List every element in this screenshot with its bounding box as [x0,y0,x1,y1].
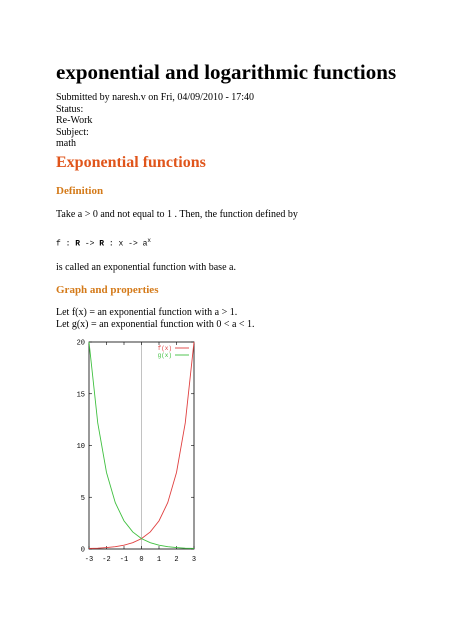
formula-arrow: -> [84,239,95,249]
x-tick-label: 0 [139,556,144,564]
formula-exponent: x [147,237,152,244]
page-title: exponential and logarithmic functions [56,60,397,84]
formula-x: x [118,239,124,249]
submitted-by: Submitted by naresh.v on Fri, 04/09/2010 - 17:40 [56,92,255,103]
formula-colon: : [65,239,71,249]
legend-label-g: g(x) [157,352,172,359]
submission-meta [56,92,254,150]
y-tick-label: 5 [80,494,85,503]
let-g-text: Let g(x) = an exponential function with 0 < a < 1. [56,319,255,330]
graph-heading: Graph and properties [56,284,159,296]
section-heading: Exponential functions [56,154,206,171]
x-tick-label: 1 [156,556,162,564]
x-tick-label: -2 [102,556,111,564]
exponential-chart [60,330,205,575]
y-tick-label: 15 [76,391,85,400]
formula-arrow-2: -> [128,239,138,249]
subject-label: Subject: [56,126,89,138]
status-value: Re-Work [56,115,93,126]
x-tick-label: 3 [191,556,197,564]
x-tick-label: -1 [119,556,129,564]
y-tick-label: 0 [80,546,85,555]
x-tick-label: -3 [84,556,94,564]
formula-colon-2: : [108,239,114,249]
let-f-text: Let f(x) = an exponential function with a > 1. [56,307,238,318]
formula-f: f [56,239,61,249]
subject-value: math [56,138,76,149]
y-tick-label: 10 [76,443,85,451]
x-tick-label: 2 [174,556,179,564]
formula-base: a [142,239,148,249]
definition-heading: Definition [56,185,104,197]
formula [56,237,151,249]
legend-label-f: f(x) [157,345,172,352]
formula-domain: R [75,239,81,249]
definition-text: Take a > 0 and not equal to 1 . Then, the function defined by [56,209,298,220]
status-label: Status: [56,103,84,115]
y-tick-label: 20 [76,339,85,348]
called-text: is called an exponential function with base a. [56,262,236,273]
formula-codomain: R [99,239,105,249]
